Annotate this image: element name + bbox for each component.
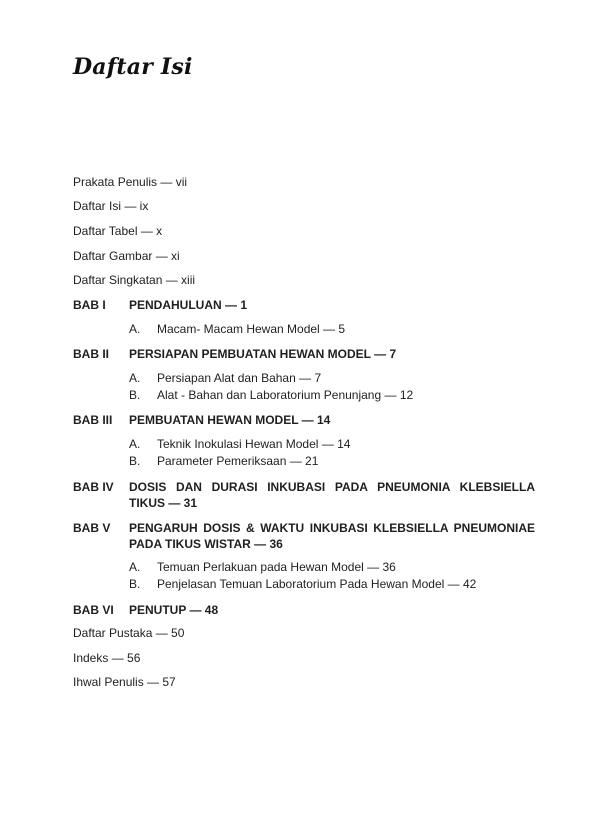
subsection-title: Alat - Bahan dan Laboratorium Penunjang — 12 <box>157 388 414 402</box>
page-title: Daftar Isi <box>73 54 193 80</box>
subsection-letter: A. <box>129 371 141 385</box>
subsection-letter: A. <box>129 437 141 451</box>
chapter-title: DOSIS DAN DURASI INKUBASI PADA PNEUMONIA KLEBSIELLA TIKUS — 31 <box>129 480 535 510</box>
toc-entry-daftar-gambar[interactable]: Daftar Gambar — xi <box>73 249 180 263</box>
chapter-number: BAB VI <box>73 603 114 617</box>
chapter-number: BAB III <box>73 413 113 427</box>
subsection-letter: B. <box>129 454 141 468</box>
subsection-title: Persiapan Alat dan Bahan — 7 <box>157 371 322 385</box>
chapter-title: PENGARUH DOSIS & WAKTU INKUBASI KLEBSIELLA PNEUMONIAE PADA TIKUS WISTAR — 36 <box>129 521 535 551</box>
subsection-letter: A. <box>129 560 141 574</box>
toc-entry-daftar-tabel[interactable]: Daftar Tabel — x <box>73 224 163 238</box>
subsection-letter: B. <box>129 577 141 591</box>
toc-subsection[interactable] <box>129 560 396 575</box>
toc-entry-ihwal-penulis[interactable]: Ihwal Penulis — 57 <box>73 675 176 689</box>
toc-subsection[interactable] <box>129 454 318 469</box>
toc-subsection[interactable] <box>129 322 345 337</box>
chapter-title: PEMBUATAN HEWAN MODEL — 14 <box>129 413 331 427</box>
subsection-title: Teknik Inokulasi Hewan Model — 14 <box>157 437 351 451</box>
chapter-title: PENDAHULUAN — 1 <box>129 298 248 312</box>
chapter-number: BAB IV <box>73 480 114 494</box>
toc-subsection[interactable] <box>129 437 350 452</box>
subsection-title: Temuan Perlakuan pada Hewan Model — 36 <box>157 560 396 574</box>
toc-subsection[interactable] <box>129 371 321 386</box>
subsection-title: Parameter Pemeriksaan — 21 <box>157 454 319 468</box>
subsection-title: Penjelasan Temuan Laboratorium Pada Hewan Model — 42 <box>157 577 477 591</box>
toc-entry-daftar-pustaka[interactable]: Daftar Pustaka — 50 <box>73 626 185 640</box>
toc-subsection[interactable] <box>129 577 476 592</box>
chapter-number: BAB V <box>73 521 111 535</box>
chapter-number: BAB I <box>73 298 106 312</box>
toc-entry-daftar-singkatan[interactable]: Daftar Singkatan — xiii <box>73 273 196 287</box>
subsection-title: Macam- Macam Hewan Model — 5 <box>157 322 346 336</box>
subsection-letter: A. <box>129 322 141 336</box>
toc-entry-daftar-isi[interactable]: Daftar Isi — ix <box>73 199 149 213</box>
chapter-title: PENUTUP — 48 <box>129 603 219 617</box>
toc-entry-indeks[interactable]: Indeks — 56 <box>73 651 141 665</box>
chapter-number: BAB II <box>73 347 109 361</box>
chapter-title: PERSIAPAN PEMBUATAN HEWAN MODEL — 7 <box>129 347 397 361</box>
subsection-letter: B. <box>129 388 141 402</box>
toc-subsection[interactable] <box>129 388 413 403</box>
toc-entry-prakata[interactable]: Prakata Penulis — vii <box>73 175 188 189</box>
